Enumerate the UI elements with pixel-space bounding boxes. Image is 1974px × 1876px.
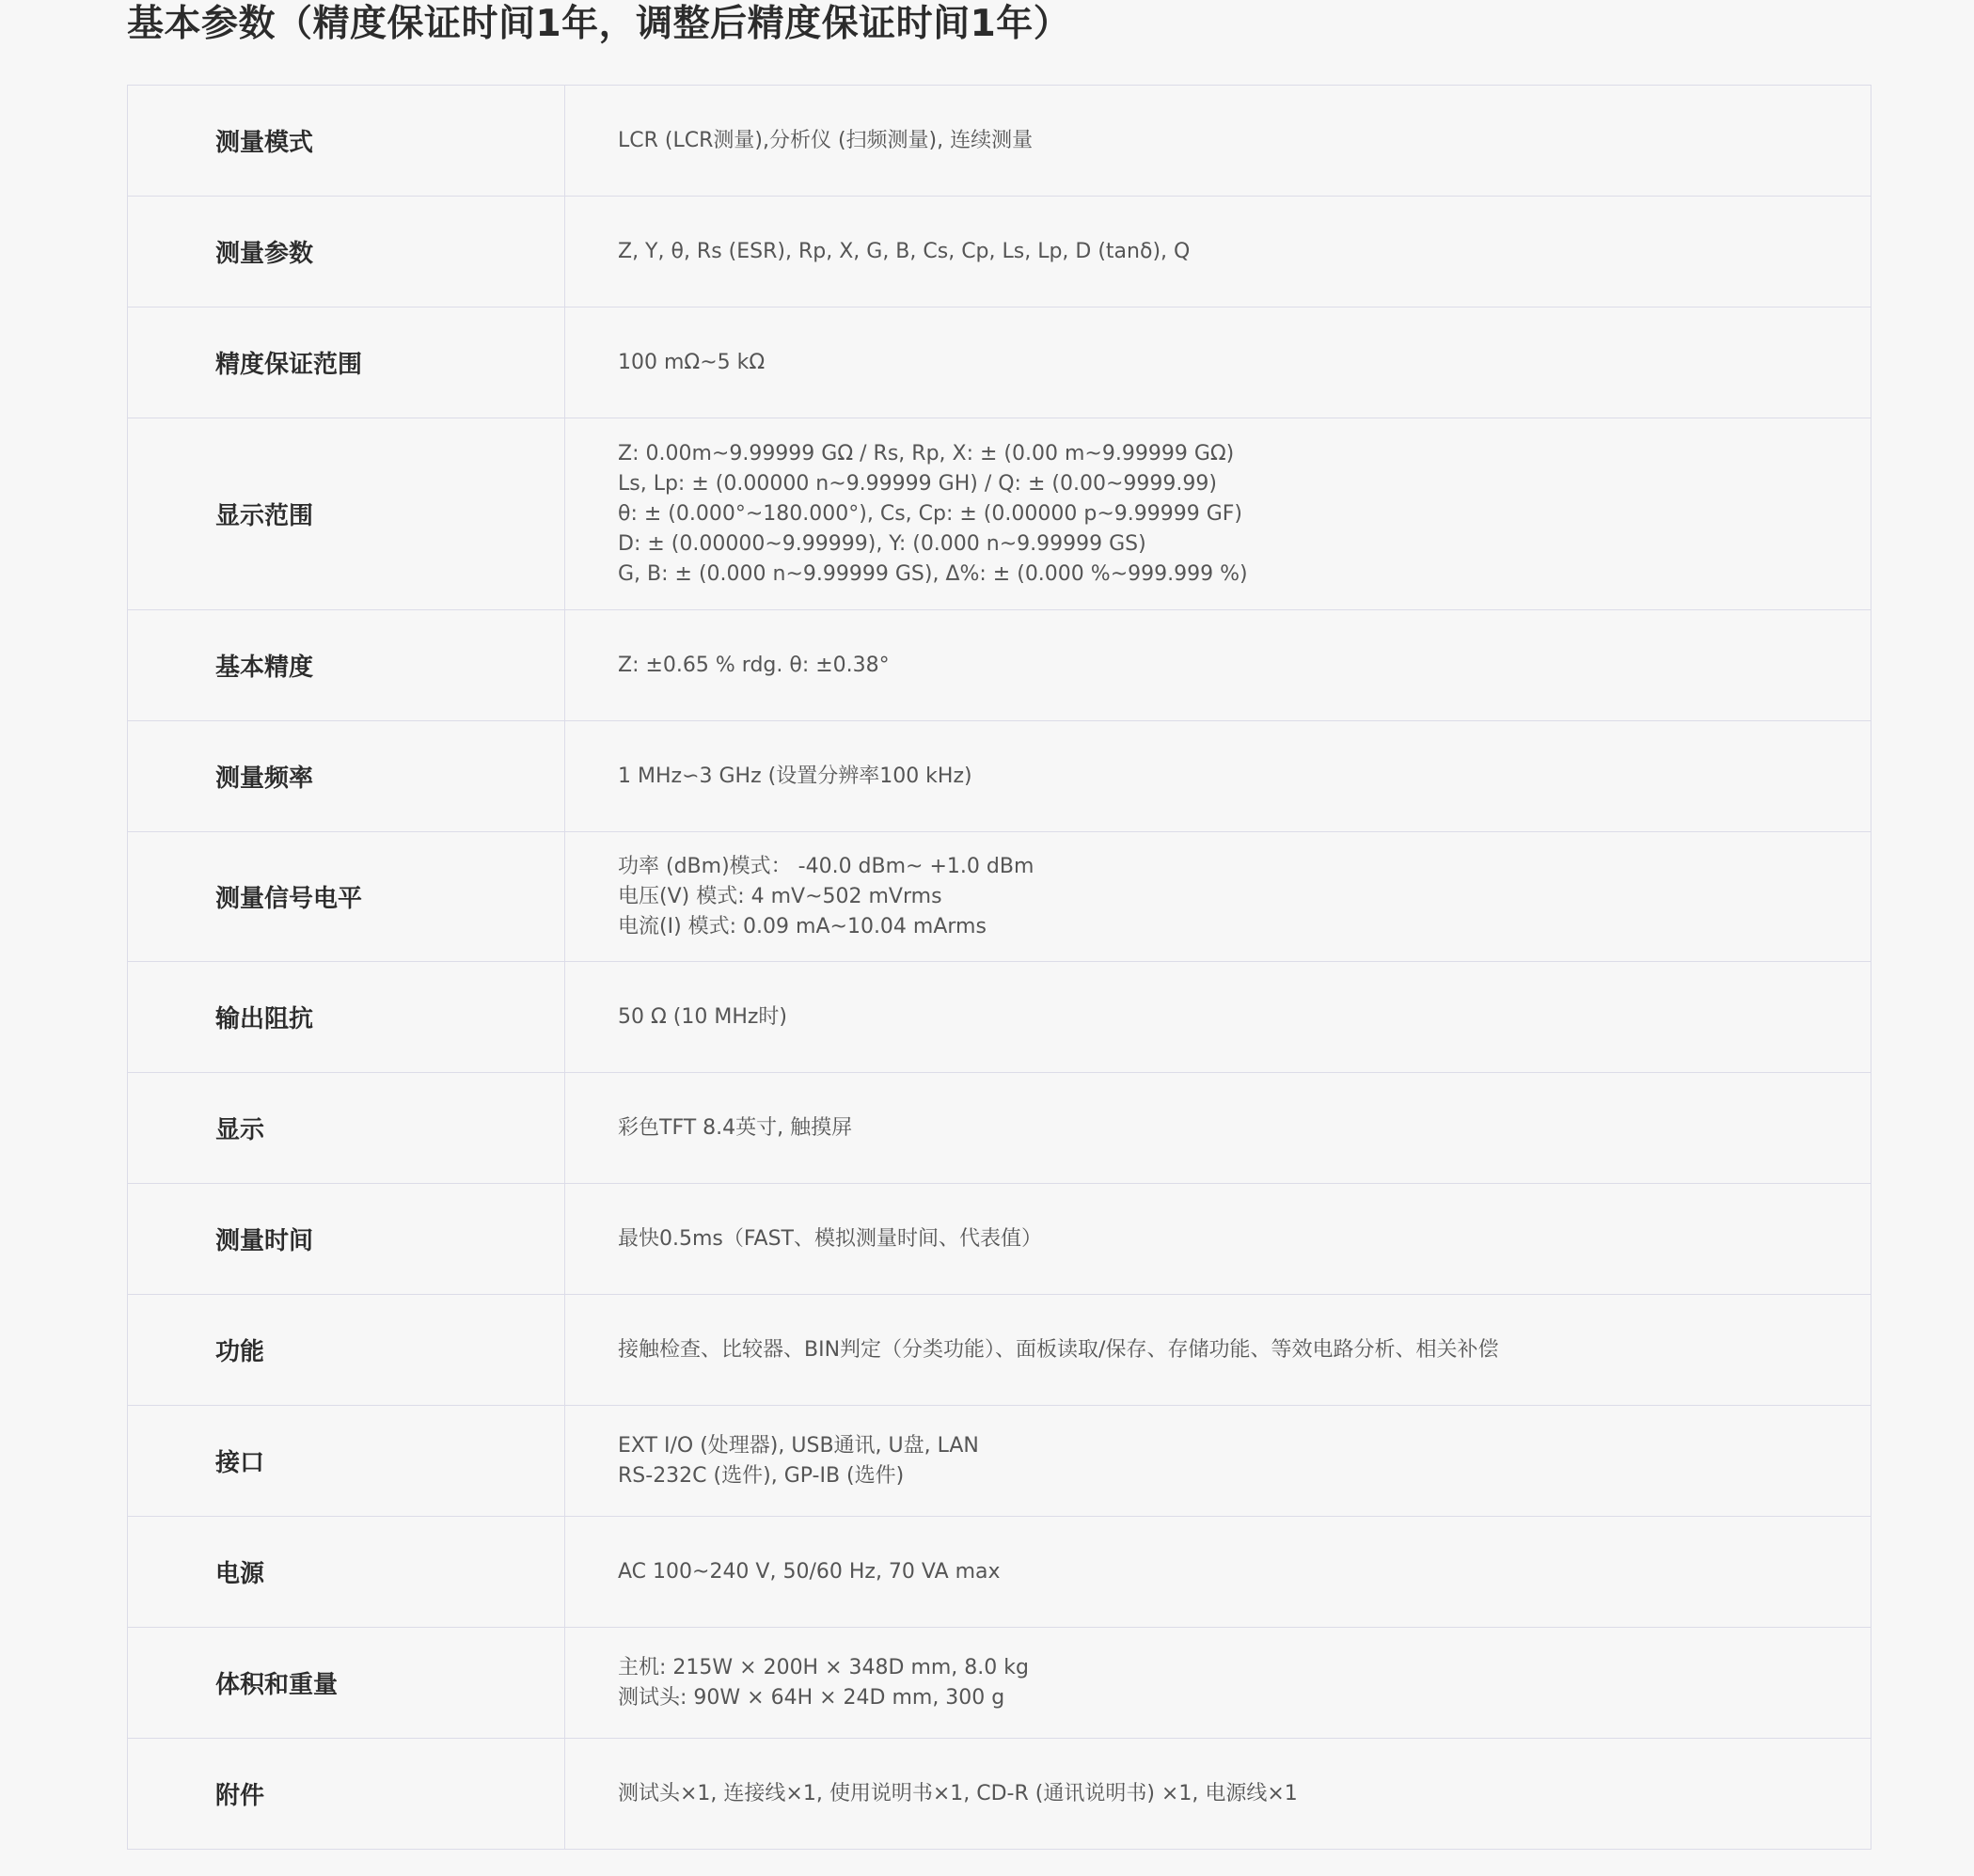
spec-row-display	[128, 1073, 1871, 1184]
spec-value-line: Z, Y, θ, Rs (ESR), Rp, X, G, B, Cs, Cp, Ls, Lp, D (tanδ), Q	[618, 239, 1191, 263]
spec-label: 测量参数	[128, 197, 565, 307]
spec-label: 精度保证范围	[128, 307, 565, 418]
spec-label: 测量信号电平	[128, 832, 565, 962]
spec-row-signal-level	[128, 832, 1871, 962]
spec-value-line: 1 MHz∽3 GHz (设置分辨率100 kHz)	[618, 764, 972, 788]
spec-row-accuracy-range	[128, 307, 1871, 418]
spec-value	[565, 86, 1871, 197]
spec-value	[565, 418, 1871, 610]
spec-row-functions	[128, 1295, 1871, 1406]
spec-value-line: RS-232C (选件), GP-IB (选件)	[618, 1463, 905, 1488]
spec-label: 接口	[128, 1406, 565, 1517]
spec-value	[565, 610, 1871, 721]
spec-value	[565, 1295, 1871, 1406]
spec-row-measurement-mode	[128, 86, 1871, 197]
spec-row-interfaces	[128, 1406, 1871, 1517]
spec-value-line: EXT I/O (处理器), USB通讯, U盘, LAN	[618, 1433, 979, 1458]
spec-row-measurement-time	[128, 1184, 1871, 1295]
spec-value-line: Z: ±0.65 % rdg. θ: ±0.38°	[618, 653, 890, 677]
spec-row-dimensions-weight	[128, 1628, 1871, 1739]
spec-row-measurement-parameters	[128, 197, 1871, 307]
spec-table	[127, 85, 1871, 1850]
spec-value	[565, 1406, 1871, 1517]
spec-value	[565, 1184, 1871, 1295]
spec-row-output-impedance	[128, 962, 1871, 1073]
spec-label: 测量频率	[128, 721, 565, 832]
spec-label: 显示范围	[128, 418, 565, 610]
spec-value-line: LCR (LCR测量),分析仪 (扫频测量), 连续测量	[618, 128, 1034, 152]
spec-row-power-supply	[128, 1517, 1871, 1628]
spec-label: 电源	[128, 1517, 565, 1628]
spec-value-line: 功率 (dBm)模式： -40.0 dBm~ +1.0 dBm	[618, 854, 1034, 878]
spec-label: 显示	[128, 1073, 565, 1184]
spec-value-line: 电压(V) 模式: 4 mV~502 mVrms	[618, 884, 942, 908]
spec-value-line: Ls, Lp: ± (0.00000 n~9.99999 GH) / Q: ± (0.00~9999.99)	[618, 471, 1217, 496]
spec-value-line: 最快0.5ms（FAST、模拟测量时间、代表值）	[618, 1226, 1042, 1251]
spec-value	[565, 1739, 1871, 1850]
spec-value-line: 彩色TFT 8.4英寸, 触摸屏	[618, 1115, 853, 1140]
spec-value-line: 测试头: 90W × 64H × 24D mm, 300 g	[618, 1685, 1005, 1710]
spec-value	[565, 1073, 1871, 1184]
spec-label: 测量模式	[128, 86, 565, 197]
spec-label: 测量时间	[128, 1184, 565, 1295]
spec-table-body	[128, 86, 1871, 1850]
spec-value-line: D: ± (0.00000~9.99999), Y: (0.000 n~9.99999 GS)	[618, 531, 1146, 556]
spec-label: 输出阻抗	[128, 962, 565, 1073]
spec-value	[565, 197, 1871, 307]
page-title: 基本参数（精度保证时间1年，调整后精度保证时间1年）	[127, 3, 1071, 45]
spec-value	[565, 1517, 1871, 1628]
spec-label: 功能	[128, 1295, 565, 1406]
spec-row-accessories	[128, 1739, 1871, 1850]
spec-value-line: 主机: 215W × 200H × 348D mm, 8.0 kg	[618, 1655, 1029, 1679]
spec-value-line: θ: ± (0.000°~180.000°), Cs, Cp: ± (0.00000 p~9.99999 GF)	[618, 501, 1243, 526]
spec-value-line: 测试头×1, 连接线×1, 使用说明书×1, CD-R (通讯说明书) ×1, 电源线×1	[618, 1781, 1298, 1805]
spec-label: 体积和重量	[128, 1628, 565, 1739]
spec-value-line: 100 mΩ~5 kΩ	[618, 350, 766, 374]
spec-value-line: 50 Ω (10 MHz时)	[618, 1004, 788, 1029]
spec-value-line: G, B: ± (0.000 n~9.99999 GS), Δ%: ± (0.000 %~999.999 %)	[618, 561, 1248, 586]
spec-value	[565, 1628, 1871, 1739]
spec-row-display-range	[128, 418, 1871, 610]
spec-label: 基本精度	[128, 610, 565, 721]
spec-value	[565, 962, 1871, 1073]
spec-row-basic-accuracy	[128, 610, 1871, 721]
spec-value-line: 电流(I) 模式: 0.09 mA~10.04 mArms	[618, 914, 987, 938]
spec-value-line: Z: 0.00m~9.99999 GΩ / Rs, Rp, X: ± (0.00 m~9.99999 GΩ)	[618, 441, 1235, 465]
spec-value	[565, 832, 1871, 962]
spec-value-line: 接触检查、比较器、BIN判定（分类功能）、面板读取/保存、存储功能、等效电路分析、相关补偿	[618, 1337, 1499, 1362]
spec-value	[565, 721, 1871, 832]
spec-row-measurement-frequency	[128, 721, 1871, 832]
spec-value-line: AC 100~240 V, 50/60 Hz, 70 VA max	[618, 1559, 1001, 1584]
spec-label: 附件	[128, 1739, 565, 1850]
spec-value	[565, 307, 1871, 418]
